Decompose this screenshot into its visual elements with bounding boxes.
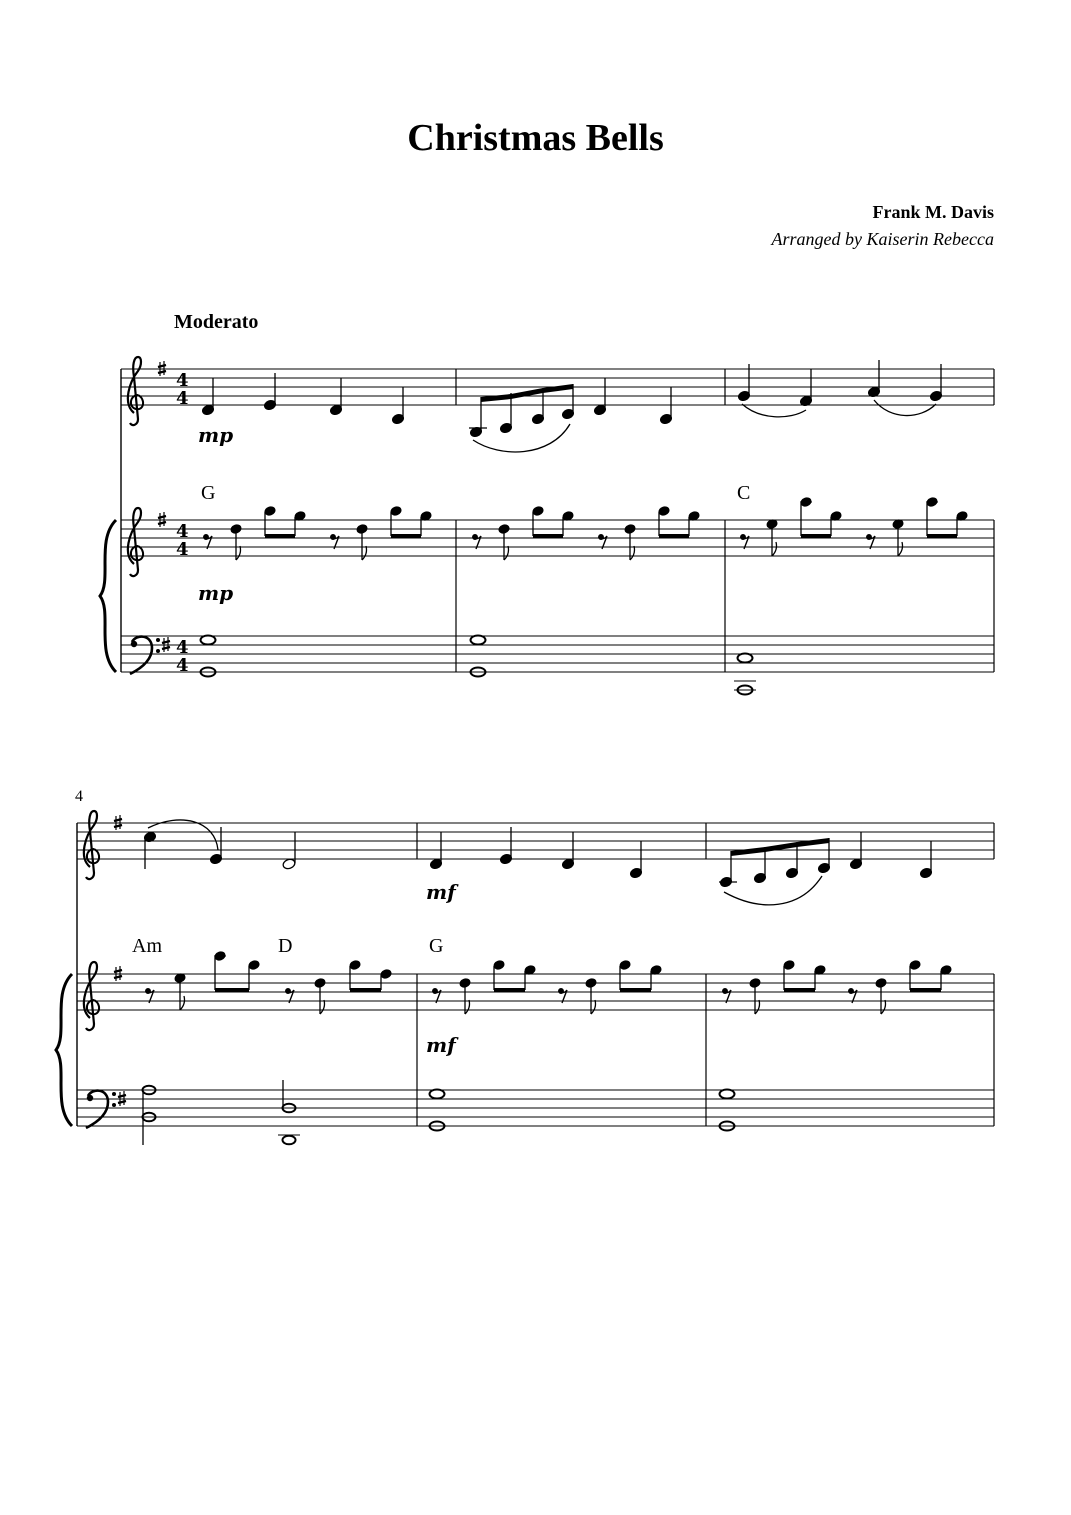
treble-clef-icon bbox=[84, 962, 99, 1030]
system-1 bbox=[100, 357, 994, 695]
piano-lh-notes-1 bbox=[201, 636, 757, 695]
svg-text:4: 4 bbox=[176, 370, 189, 391]
arranger: Arranged by Kaiserin Rebecca bbox=[771, 229, 994, 249]
piano-brace bbox=[100, 520, 116, 672]
bass-clef-icon bbox=[86, 1091, 116, 1128]
melody-staff-2 bbox=[77, 823, 994, 859]
chord-symbol: C bbox=[737, 482, 751, 504]
chord-symbol: G bbox=[201, 482, 216, 504]
dynamic-marking: mf bbox=[426, 880, 456, 904]
svg-text:4: 4 bbox=[176, 521, 189, 542]
system-2 bbox=[56, 811, 994, 1145]
piano-rh-notes-1 bbox=[204, 497, 968, 560]
melody-notes-2 bbox=[143, 827, 932, 888]
measure-number: 4 bbox=[75, 788, 83, 805]
dynamic-marking: mf bbox=[426, 1033, 456, 1057]
dynamic-marking: mp bbox=[198, 581, 234, 605]
svg-text:4: 4 bbox=[176, 655, 189, 676]
chord-symbol: G bbox=[429, 935, 444, 957]
treble-clef-icon bbox=[84, 811, 99, 879]
melody-notes-1 bbox=[201, 360, 942, 438]
composer: Frank M. Davis bbox=[872, 202, 994, 222]
dynamic-marking: mp bbox=[198, 423, 234, 447]
piano-rh-notes-2 bbox=[146, 951, 952, 1014]
chord-symbol: D bbox=[278, 935, 293, 957]
tempo-marking: Moderato bbox=[174, 311, 259, 333]
treble-clef-icon bbox=[128, 357, 143, 425]
score-title: Christmas Bells bbox=[407, 117, 664, 159]
svg-text:4: 4 bbox=[176, 539, 189, 560]
piano-bass-staff-2 bbox=[77, 1090, 994, 1126]
svg-text:4: 4 bbox=[176, 637, 189, 658]
treble-clef-icon bbox=[128, 508, 143, 576]
chord-symbol: Am bbox=[132, 935, 162, 957]
svg-text:4: 4 bbox=[176, 388, 189, 409]
bass-clef-icon bbox=[130, 637, 160, 674]
piano-bass-staff-1 bbox=[121, 636, 994, 672]
